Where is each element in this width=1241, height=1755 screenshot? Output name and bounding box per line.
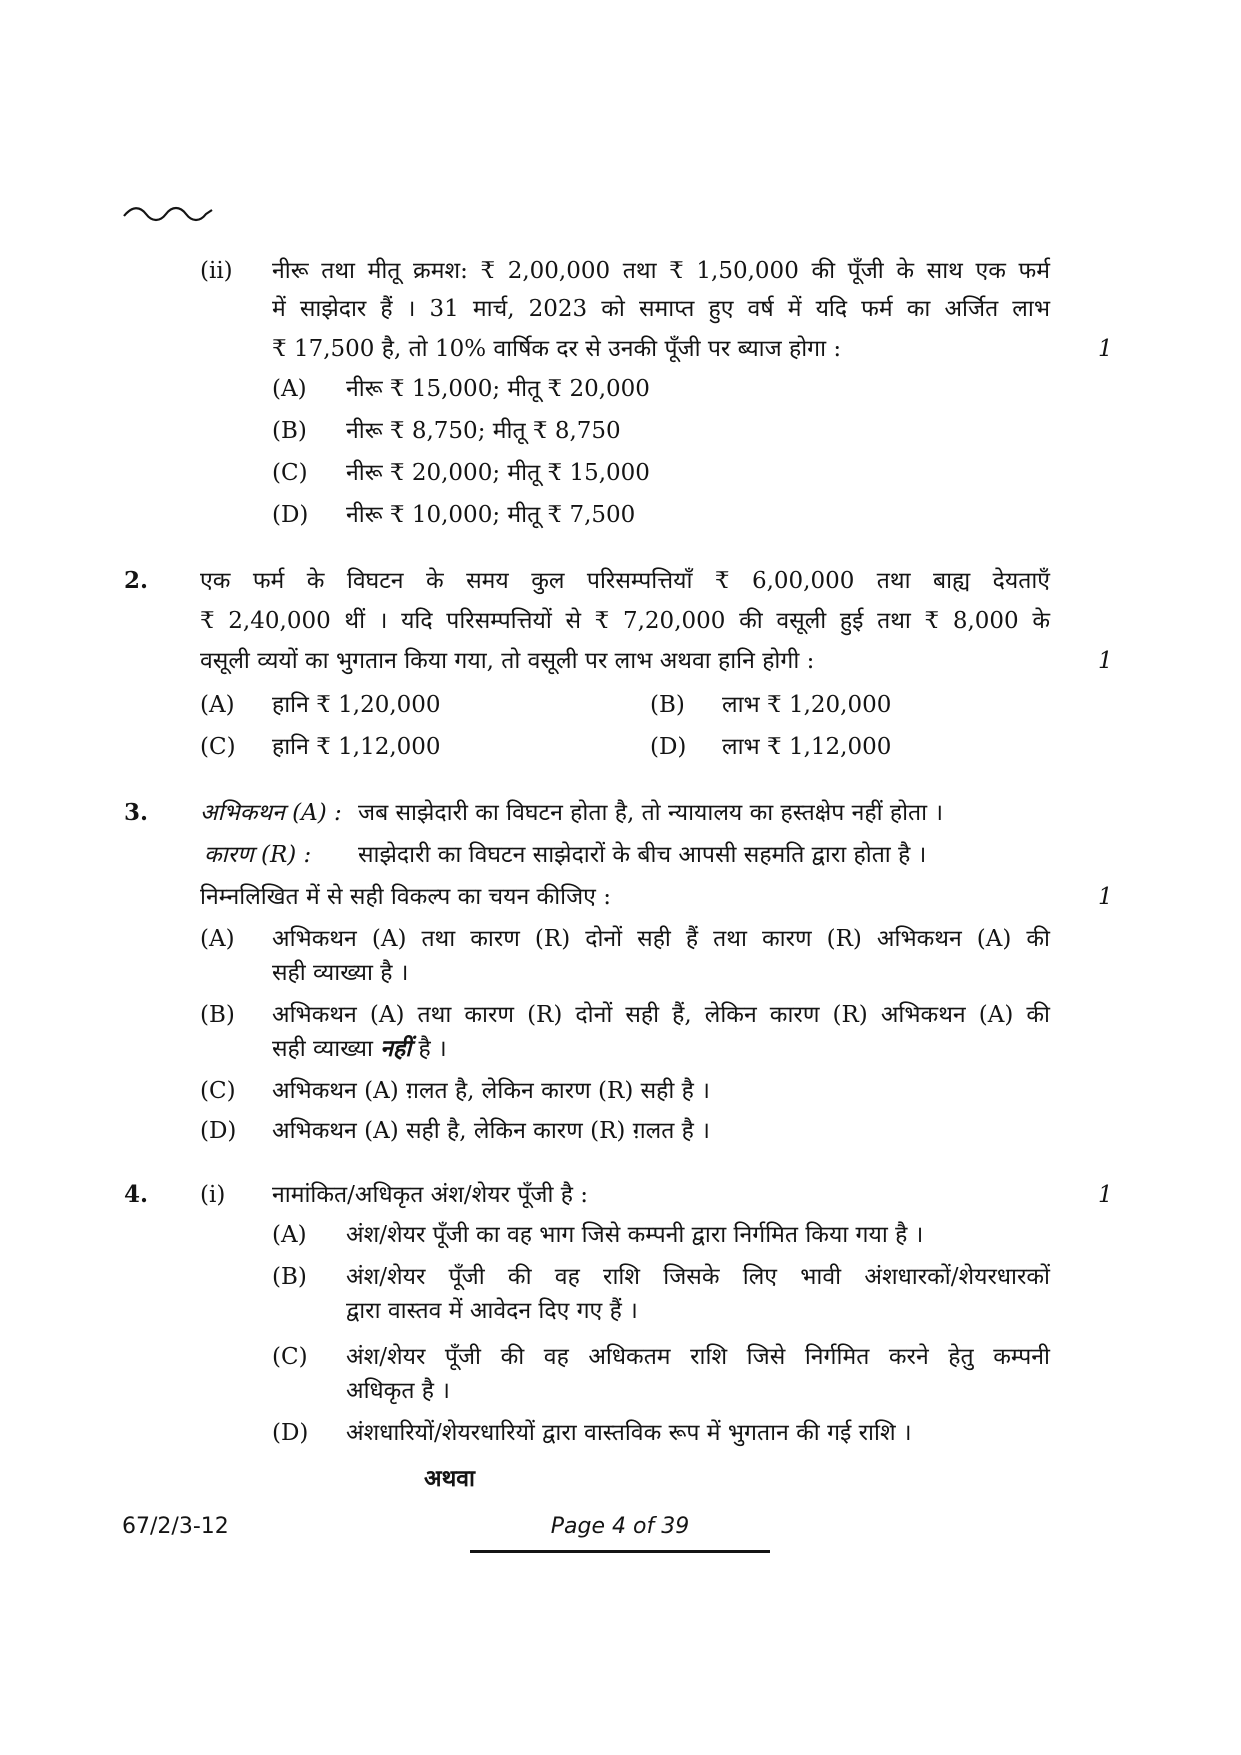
q1-stem-line-2: में साझेदार हैं । 31 मार्च, 2023 को समाप्त हुए वर्ष में यदि फर्म का अर्जित लाभ [272, 296, 1050, 322]
q1-option-c-text: नीरू ₹ 20,000; मीतू ₹ 15,000 [346, 460, 650, 486]
q4-or-heading: अथवा [424, 1465, 476, 1492]
q3-option-b-line-2 [272, 1034, 447, 1064]
q3-assertion-text: जब साझेदारी का विघटन होता है, तो न्यायालय का हस्तक्षेप नहीं होता । [358, 800, 944, 826]
q1-option-a-label: (A) [272, 376, 307, 402]
q4-sub-label: (i) [200, 1182, 226, 1208]
q4-option-b-line-2: द्वारा वास्तव में आवेदन दिए गए हैं । [346, 1298, 638, 1324]
q1-stem-line-3: ₹ 17,500 है, तो 10% वार्षिक दर से उनकी पूँजी पर ब्याज होगा : [272, 336, 842, 362]
q2-marks: 1 [1098, 648, 1113, 674]
q1-option-d-text: नीरू ₹ 10,000; मीतू ₹ 7,500 [346, 502, 636, 528]
q2-option-d-label: (D) [650, 734, 687, 760]
wave-ornament-icon [122, 202, 214, 224]
q3-option-b-line-2-pre: सही व्याख्या [272, 1036, 373, 1062]
q3-option-d-text: अभिकथन (A) सही है, लेकिन कारण (R) ग़लत है । [272, 1118, 710, 1144]
q1-option-c-label: (C) [272, 460, 308, 486]
q4-option-c-line-1: अंश/शेयर पूँजी की वह अधिकतम राशि जिसे निर्गमित करने हेतु कम्पनी [346, 1344, 1050, 1370]
q2-stem-line-2: ₹ 2,40,000 थीं । यदि परिसम्पत्तियों से ₹ 7,20,000 की वसूली हुई तथा ₹ 8,000 के [200, 608, 1050, 634]
footer-divider [470, 1550, 770, 1553]
q1-sub-label: (ii) [200, 258, 233, 284]
q2-option-b-text: लाभ ₹ 1,20,000 [722, 692, 892, 718]
q1-option-d-label: (D) [272, 502, 309, 528]
q3-marks: 1 [1098, 884, 1113, 910]
q3-option-b-line-1: अभिकथन (A) तथा कारण (R) दोनों सही हैं, लेकिन कारण (R) अभिकथन (A) की [272, 1002, 1050, 1028]
q3-option-a-label: (A) [200, 926, 235, 952]
q4-option-a-text: अंश/शेयर पूँजी का वह भाग जिसे कम्पनी द्वारा निर्गमित किया गया है । [346, 1222, 924, 1248]
q1-stem-line-1: नीरू तथा मीतू क्रमश: ₹ 2,00,000 तथा ₹ 1,50,000 की पूँजी के साथ एक फर्म [272, 258, 1050, 284]
q2-option-a-text: हानि ₹ 1,20,000 [272, 692, 441, 718]
q2-number: 2. [124, 567, 149, 594]
q3-reason-text: साझेदारी का विघटन साझेदारों के बीच आपसी सहमति द्वारा होता है । [358, 842, 927, 868]
q4-marks: 1 [1098, 1182, 1113, 1208]
q1-option-b-label: (B) [272, 418, 307, 444]
q4-option-d-text: अंशधारियों/शेयरधारियों द्वारा वास्तविक रूप में भुगतान की गई राशि । [346, 1420, 912, 1446]
q4-option-b-line-1: अंश/शेयर पूँजी की वह राशि जिसके लिए भावी अंशधारकों/शेयरधारकों [346, 1264, 1050, 1290]
q4-option-c-line-2: अधिकृत है । [346, 1378, 451, 1404]
q2-option-b-label: (B) [650, 692, 685, 718]
q4-option-a-label: (A) [272, 1222, 307, 1248]
q3-option-c-text: अभिकथन (A) ग़लत है, लेकिन कारण (R) सही है । [272, 1078, 710, 1104]
q2-stem-line-1: एक फर्म के विघटन के समय कुल परिसम्पत्तियाँ ₹ 6,00,000 तथा बाह्य देयताएँ [200, 568, 1050, 594]
page-number: Page 4 of 39 [550, 1514, 690, 1539]
q4-option-d-label: (D) [272, 1420, 309, 1446]
q3-option-b-line-2-post: है । [418, 1036, 447, 1062]
q4-stem: नामांकित/अधिकृत अंश/शेयर पूँजी है : [272, 1182, 589, 1208]
q4-option-c-label: (C) [272, 1344, 308, 1370]
q2-option-c-label: (C) [200, 734, 236, 760]
q2-option-c-text: हानि ₹ 1,12,000 [272, 734, 441, 760]
q3-option-c-label: (C) [200, 1078, 236, 1104]
q3-number: 3. [124, 799, 149, 826]
paper-code: 67/2/3-12 [122, 1514, 229, 1539]
q3-option-b-emphasis: नहीं [380, 1035, 412, 1062]
q3-reason-label: कारण (R) : [204, 842, 312, 868]
q3-option-b-label: (B) [200, 1002, 235, 1028]
q1-option-b-text: नीरू ₹ 8,750; मीतू ₹ 8,750 [346, 418, 621, 444]
q2-option-d-text: लाभ ₹ 1,12,000 [722, 734, 892, 760]
q3-instruction: निम्नलिखित में से सही विकल्प का चयन कीजिए : [200, 884, 611, 910]
q1-option-a-text: नीरू ₹ 15,000; मीतू ₹ 20,000 [346, 376, 650, 402]
q2-stem-line-3: वसूली व्ययों का भुगतान किया गया, तो वसूली पर लाभ अथवा हानि होगी : [200, 648, 815, 674]
q3-assertion-label: अभिकथन (A) : [200, 800, 342, 826]
q4-option-b-label: (B) [272, 1264, 307, 1290]
q3-option-d-label: (D) [200, 1118, 237, 1144]
q3-option-a-line-2: सही व्याख्या है । [272, 960, 409, 986]
q2-option-a-label: (A) [200, 692, 235, 718]
q4-number: 4. [124, 1181, 149, 1208]
q3-option-a-line-1: अभिकथन (A) तथा कारण (R) दोनों सही हैं तथा कारण (R) अभिकथन (A) की [272, 926, 1050, 952]
q1-marks: 1 [1098, 336, 1113, 362]
